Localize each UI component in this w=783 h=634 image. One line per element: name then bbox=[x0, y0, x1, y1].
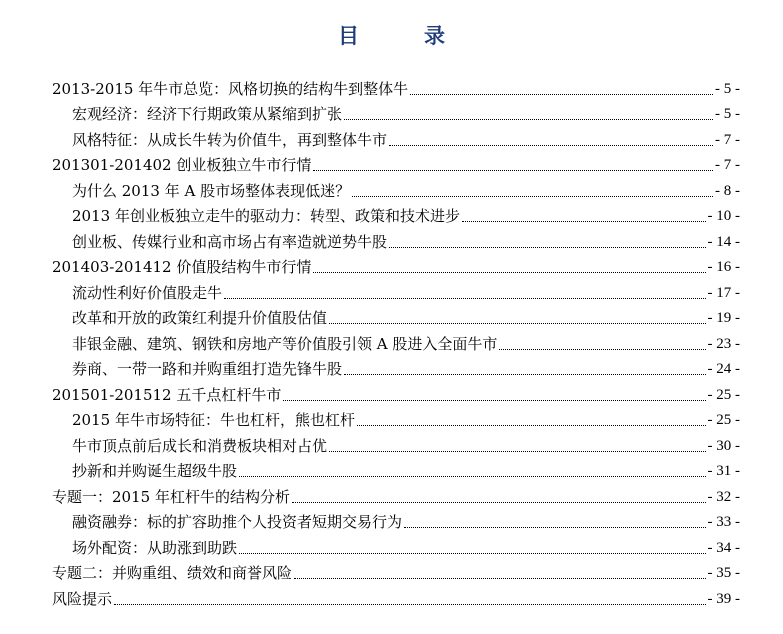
toc-entry-text: 抄新和并购诞生超级牛股 bbox=[72, 462, 238, 480]
toc-dot-leader bbox=[389, 247, 705, 248]
toc-page-number: - 5 - bbox=[715, 106, 740, 122]
toc-page-number: - 16 - bbox=[707, 259, 740, 275]
toc-dot-leader bbox=[352, 196, 713, 197]
toc-entry-text: 201403-201412 价值股结构牛市行情 bbox=[52, 258, 312, 276]
toc-entry-text: 融资融券：标的扩容助推个人投资者短期交易行为 bbox=[72, 513, 403, 531]
toc-entry[interactable] bbox=[52, 406, 740, 432]
toc-dot-leader bbox=[499, 349, 705, 350]
toc-entry-text: 非银金融、建筑、钢铁和房地产等价值股引领 A 股进入全面牛市 bbox=[72, 334, 498, 353]
toc-entry[interactable] bbox=[52, 380, 740, 406]
toc-dot-leader bbox=[389, 145, 713, 146]
toc-page-number: - 25 - bbox=[707, 386, 740, 403]
toc-entry-text: 风险提示 bbox=[52, 589, 113, 608]
toc-entry-text: 为什么 2013 年 A 股市场整体表现低迷？ bbox=[72, 181, 351, 200]
toc-entry[interactable] bbox=[52, 482, 740, 508]
toc-dot-leader bbox=[462, 221, 706, 222]
toc-dot-leader bbox=[239, 553, 705, 554]
toc-entry-text: 专题二：并购重组、绩效和商誉风险 bbox=[52, 564, 293, 582]
toc-entry[interactable] bbox=[52, 151, 740, 177]
toc-entry[interactable] bbox=[52, 584, 740, 610]
toc-entry[interactable] bbox=[52, 533, 740, 559]
toc-dot-leader bbox=[239, 476, 705, 477]
toc-entry[interactable] bbox=[52, 176, 740, 202]
toc-dot-leader bbox=[313, 272, 705, 273]
toc-dot-leader bbox=[224, 298, 705, 299]
toc-dot-leader bbox=[283, 400, 705, 401]
toc-entry-text: 2013-2015 年牛市总览：风格切换的结构牛到整体牛 bbox=[52, 79, 409, 98]
toc-page-number: - 30 - bbox=[707, 437, 740, 454]
toc-page-number: - 33 - bbox=[707, 514, 740, 530]
toc-dot-leader bbox=[404, 527, 705, 528]
toc-dot-leader bbox=[313, 170, 713, 171]
toc-entry[interactable] bbox=[52, 202, 740, 228]
toc-page-number: - 10 - bbox=[707, 208, 740, 224]
toc-entry[interactable] bbox=[52, 431, 740, 457]
toc-page-number: - 39 - bbox=[707, 590, 740, 607]
toc-entry-text: 2013 年创业板独立走牛的驱动力：转型、政策和技术进步 bbox=[72, 207, 460, 225]
toc-dot-leader bbox=[329, 323, 705, 324]
toc-entry[interactable] bbox=[52, 508, 740, 534]
toc-entry-text: 牛市顶点前后成长和消费板块相对占优 bbox=[72, 436, 328, 455]
toc-dot-leader bbox=[357, 425, 706, 426]
toc-entry[interactable] bbox=[52, 227, 740, 253]
toc-entry-text: 场外配资：从助涨到助跌 bbox=[72, 538, 238, 557]
toc-dot-leader bbox=[294, 578, 705, 579]
toc-page-number: - 7 - bbox=[715, 131, 740, 148]
toc-page-number: - 17 - bbox=[707, 284, 740, 301]
toc-page-number: - 23 - bbox=[707, 335, 740, 352]
toc-page-number: - 7 - bbox=[715, 157, 740, 173]
toc-entry-text: 风格特征：从成长牛转为价值牛，再到整体牛市 bbox=[72, 130, 388, 149]
toc-entry-text: 创业板、传媒行业和高市场占有率造就逆势牛股 bbox=[72, 232, 388, 251]
toc-entry-text: 宏观经济：经济下行期政策从紧缩到扩张 bbox=[72, 105, 343, 123]
toc-dot-leader bbox=[292, 502, 706, 503]
toc-entry[interactable] bbox=[52, 559, 740, 585]
toc-page-number: - 14 - bbox=[707, 233, 740, 250]
toc-entry[interactable] bbox=[52, 355, 740, 381]
toc-entry[interactable] bbox=[52, 304, 740, 330]
toc-page-number: - 31 - bbox=[707, 463, 740, 479]
toc-entry[interactable] bbox=[52, 100, 740, 126]
toc-entry[interactable] bbox=[52, 329, 740, 355]
toc-heading: 目 录 bbox=[338, 23, 467, 48]
toc-entry-text: 专题一：2015 年杠杆牛的结构分析 bbox=[52, 487, 290, 506]
toc-dot-leader bbox=[114, 604, 705, 605]
toc-page-number: - 35 - bbox=[707, 565, 740, 581]
toc-entry[interactable] bbox=[52, 125, 740, 151]
toc-page-number: - 25 - bbox=[707, 412, 740, 428]
toc-entry-text: 201301-201402 创业板独立牛市行情 bbox=[52, 156, 312, 174]
toc-entry-text: 流动性利好价值股走牛 bbox=[72, 283, 223, 302]
toc-page-number: - 5 - bbox=[715, 80, 740, 97]
toc-entry[interactable] bbox=[52, 74, 740, 100]
toc-page-number: - 19 - bbox=[707, 310, 740, 326]
toc-entry[interactable] bbox=[52, 253, 740, 279]
toc-list bbox=[52, 74, 740, 610]
toc-page-number: - 34 - bbox=[707, 539, 740, 556]
toc-entry[interactable] bbox=[52, 278, 740, 304]
toc-page-number: - 32 - bbox=[707, 488, 740, 505]
toc-entry-text: 201501-201512 五千点杠杆牛市 bbox=[52, 385, 282, 404]
toc-page-number: - 24 - bbox=[707, 361, 740, 377]
toc-entry-text: 2015 年牛市场特征：牛也杠杆，熊也杠杆 bbox=[72, 411, 355, 429]
toc-entry-text: 券商、一带一路和并购重组打造先锋牛股 bbox=[72, 360, 343, 378]
toc-dot-leader bbox=[344, 374, 705, 375]
toc-entry-text: 改革和开放的政策红利提升价值股估值 bbox=[72, 309, 328, 327]
toc-dot-leader bbox=[410, 94, 713, 95]
toc-page-number: - 8 - bbox=[715, 182, 740, 199]
toc-entry[interactable] bbox=[52, 457, 740, 483]
toc-dot-leader bbox=[344, 119, 713, 120]
toc-dot-leader bbox=[329, 451, 705, 452]
